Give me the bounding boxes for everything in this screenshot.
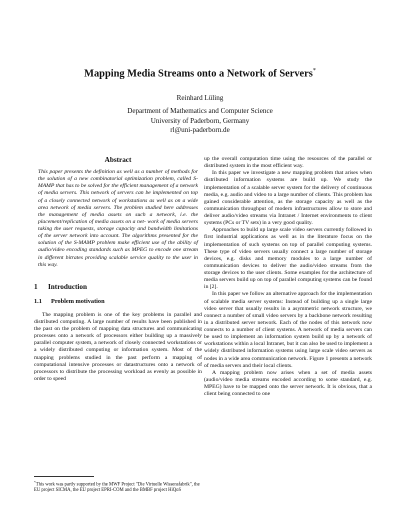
author-email: rl@uni-paderborn.de bbox=[170, 125, 230, 134]
subsection-number: 1.1 bbox=[34, 297, 42, 305]
abstract-text: This paper presents the definition as well as a number of methods for the solution of a new combinatorial optimization problem, called S-MAMP that has to be solved for the efficient management of a network of media servers. This network of servers can be implemented on top of a closely connected network of workstations as well as on a wide area network of media servers. The problem studied here addresses the management of media assets on such a network, i.e. the placement/replication of media assets on a net- work of media servers taking the user requests, storage capacity and bandwidth limitations of the server network into account. The algorithms presented for the solution of the S-MAMP problem make efficient use of the ability of audio/video encoding standards such as MPEG to encode one stream in different bitrates providing scalable service quality to the user in this way. bbox=[38, 169, 198, 268]
intro-paragraph: The mapping problem is one of the key problems in parallel and distributed computing. A large number of results have been published in the past on the problem of mapping data structures and communicating processes onto a network of processors either building up a massively parallel computer system, a network of closely connected workstations or a widely distributed computing or information system. Most of the mapping problems studied in the past perform a mapping of computational intensive processes or datastructures onto a network of processors to distribute the processing workload as evenly as possible in order to speed bbox=[34, 311, 202, 382]
author-name: Reinhard Lüling bbox=[176, 94, 224, 102]
abstract-heading: Abstract bbox=[104, 156, 132, 164]
right-paragraph-2: In this paper we investigate a new mapping problem that arises when distributed information systems are build up. We study the implementation of a scalable server system for the delivery of continuous media, e.g. audio and video to a large number of clients. This problem has gained considerable attention, as the storage capacity as well as the communication throughput of modern infrastructures allow to store and deliver audio/video streams via Intranet / Internet environments to client systems (PCs or TV sets) in a very good quality. bbox=[204, 170, 372, 227]
affiliation-university: University of Paderborn, Germany bbox=[150, 116, 250, 125]
left-column bbox=[34, 156, 202, 383]
right-paragraph-1: up the overall computation time using the resources of the parallel or distributed system in the most efficient way. bbox=[204, 156, 372, 170]
section-title: Introduction bbox=[48, 282, 88, 291]
affiliation-department: Department of Mathematics and Computer Science bbox=[127, 107, 273, 116]
right-paragraph-3: Approaches to build up large scale video servers currently followed in first industrial applications as well as in the literature focus on the implementation of such systems on top of parallel computing systems. These type of video servers usually connect a large number of storage devices, e.g. disks and memory modules to a large number of communication devices to deliver the audio/video streams from the storage devices to the user clients. Some examples for the architecture of media servers build up on top of parallel computing systems can be found in [2]. bbox=[204, 227, 372, 291]
paper-title-text: Mapping Media Streams onto a Network of Servers bbox=[84, 68, 313, 80]
section-heading-introduction bbox=[34, 283, 202, 292]
footnote bbox=[34, 476, 202, 494]
subsection-title: Problem motivation bbox=[51, 297, 105, 305]
section-number: 1 bbox=[34, 282, 38, 291]
subsection-heading-problem-motivation bbox=[34, 298, 202, 306]
author-block bbox=[60, 94, 340, 135]
title-footnote-mark: * bbox=[312, 68, 316, 74]
right-paragraph-4: In this paper we follow an alternative approach for the implementation of scalable media server systems: Instead of building up a single large video server that usually results in a asymmetric network structure, we connect a number of small video servers by a backbone network resulting in a distributed server network. Each of the nodes of this network now connects to a number of client systems. A network of media servers can be used to implement an information system build up by a network of workstations within a local Intranet, but it can also be used to implement a widely distributed information systems using large scale video servers as nodes in a wide area communication network. Figure 1 presents a network of media servers and their local clients. bbox=[204, 291, 372, 369]
right-column bbox=[204, 156, 372, 398]
footnote-mark: * bbox=[34, 480, 36, 484]
footnote-rule bbox=[34, 476, 94, 477]
footnote-text: This work was partly supported by the MWF Project "Die Virtuelle Wissensfabrik", the EU project SICMA, the EU project EPRI-COM and the BMBF project HiQoS bbox=[34, 482, 200, 494]
paper-title bbox=[40, 65, 360, 80]
right-paragraph-5: A mapping problem now arises when a set of media assets (audio/video media streams encoded according to some standard, e.g. MPEG) have to be mapped onto the server network. It is obvious, that a client being connected to one bbox=[204, 369, 372, 398]
